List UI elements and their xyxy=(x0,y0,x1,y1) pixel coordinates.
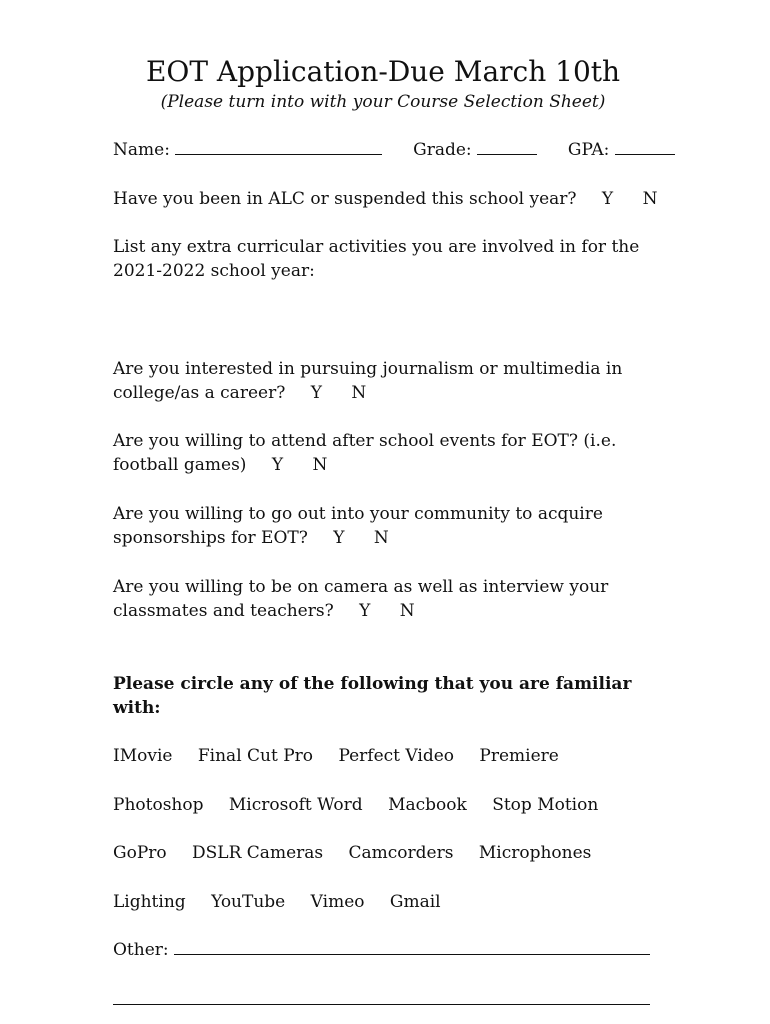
other-field[interactable] xyxy=(174,939,650,955)
software-option[interactable]: Microphones xyxy=(478,843,592,863)
student-info-row xyxy=(113,138,675,162)
software-row xyxy=(113,841,591,865)
software-option[interactable]: Vimeo xyxy=(310,892,365,912)
answer-yes[interactable]: Y xyxy=(359,601,371,621)
other-label: Other: xyxy=(113,940,169,960)
grade-label: Grade: xyxy=(413,140,472,160)
software-option[interactable]: Final Cut Pro xyxy=(197,746,314,766)
question-journalism xyxy=(113,357,653,405)
software-option[interactable]: Lighting xyxy=(113,892,186,912)
software-option[interactable]: YouTube xyxy=(211,892,286,912)
answer-no[interactable]: N xyxy=(399,601,415,621)
answer-no[interactable]: N xyxy=(312,455,328,475)
gpa-label: GPA: xyxy=(567,140,610,160)
software-option[interactable]: GoPro xyxy=(113,843,167,863)
software-option[interactable]: Premiere xyxy=(479,746,559,766)
software-option[interactable]: IMovie xyxy=(113,746,173,766)
question-alc xyxy=(113,187,657,211)
extra-answer-line[interactable] xyxy=(113,1004,650,1005)
name-field[interactable] xyxy=(175,139,382,155)
software-row xyxy=(113,890,441,914)
document-subtitle: (Please turn into with your Course Selection Sheet) xyxy=(160,92,606,112)
name-label: Name: xyxy=(113,140,170,160)
answer-yes[interactable]: Y xyxy=(310,383,322,403)
question-alc-text: Have you been in ALC or suspended this school year? xyxy=(113,189,577,209)
other-row xyxy=(113,938,650,962)
answer-no[interactable]: N xyxy=(373,528,389,548)
document-title: EOT Application-Due March 10th xyxy=(145,55,621,88)
question-sponsorships xyxy=(113,502,653,550)
answer-yes[interactable]: Y xyxy=(333,528,345,548)
document-page xyxy=(113,0,658,1024)
software-option[interactable]: Perfect Video xyxy=(338,746,455,766)
software-option[interactable]: Gmail xyxy=(389,892,441,912)
software-option[interactable]: DSLR Cameras xyxy=(192,843,324,863)
question-sponsorships-text: Are you willing to go out into your community to acquire sponsorships for EOT? xyxy=(113,504,603,548)
answer-no[interactable]: N xyxy=(351,383,367,403)
software-option[interactable]: Camcorders xyxy=(348,843,454,863)
software-option[interactable]: Microsoft Word xyxy=(228,795,363,815)
question-camera xyxy=(113,575,653,623)
question-journalism-text: Are you interested in pursuing journalism or multimedia in college/as a career? xyxy=(113,359,623,403)
answer-yes[interactable]: Y xyxy=(601,189,614,209)
question-events-text: Are you willing to attend after school events for EOT? (i.e. football games) xyxy=(113,431,617,475)
grade-field[interactable] xyxy=(477,139,537,155)
software-row xyxy=(113,793,598,817)
answer-yes[interactable]: Y xyxy=(271,455,284,475)
question-events xyxy=(113,429,653,477)
software-option[interactable]: Stop Motion xyxy=(492,795,599,815)
question-camera-text: Are you willing to be on camera as well as interview your classmates and teachers? xyxy=(113,577,609,621)
gpa-field[interactable] xyxy=(615,139,675,155)
question-activities-text: List any extra curricular activities you are involved in for the 2021-2022 school year: xyxy=(113,237,640,281)
software-option[interactable]: Photoshop xyxy=(113,795,204,815)
question-activities xyxy=(113,235,653,283)
software-option[interactable]: Macbook xyxy=(388,795,467,815)
software-row xyxy=(113,744,559,768)
familiar-heading: Please circle any of the following that you are familiar with: xyxy=(113,674,632,718)
answer-no[interactable]: N xyxy=(642,189,658,209)
